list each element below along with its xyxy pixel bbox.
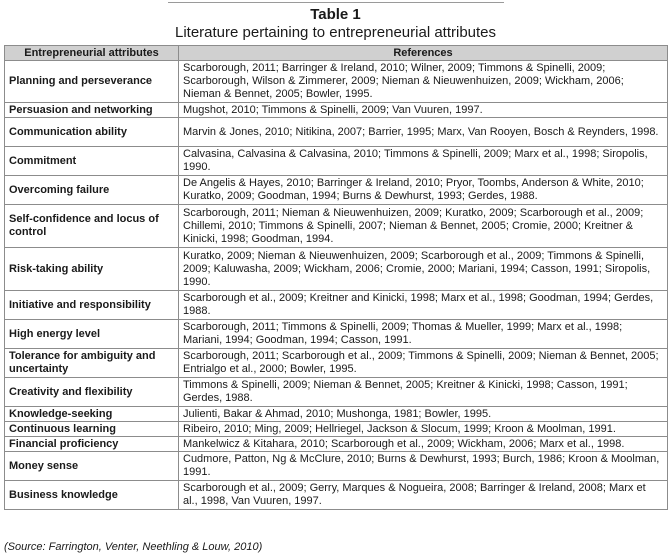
table-row (5, 205, 668, 248)
references-cell: Scarborough, 2011; Timmons & Spinelli, 2009; Thomas & Mueller, 1999; Marx et al., 1998; Mariani, 1994; Goodman, 1994; Casson, 1991. (179, 320, 668, 349)
attribute-cell: Self-confidence and locus of control (5, 205, 179, 248)
references-cell: Scarborough et al., 2009; Gerry, Marques & Nogueira, 2008; Barringer & Ireland, 2008; Marx et al., 1998, Van Vuuren, 1997. (179, 481, 668, 510)
table-row (5, 291, 668, 320)
attribute-cell: Knowledge-seeking (5, 407, 179, 422)
references-cell: Kuratko, 2009; Nieman & Nieuwenhuizen, 2009; Scarborough et al., 2009; Timmons & Spinelli, 2009; Kaluwasha, 2009; Wickham, 2006; Cromie, 2000; Mariani, 1994; Casson, 1991; Siropolis, 1990. (179, 248, 668, 291)
references-cell: Ribeiro, 2010; Ming, 2009; Hellriegel, Jackson & Slocum, 1999; Kroon & Moolman, 1991. (179, 422, 668, 437)
table-row (5, 176, 668, 205)
references-cell: Mugshot, 2010; Timmons & Spinelli, 2009; Van Vuuren, 1997. (179, 103, 668, 118)
header-row (5, 46, 668, 61)
table-row (5, 378, 668, 407)
table-row (5, 437, 668, 452)
table-title: Table 1 (310, 6, 361, 23)
attribute-cell: Planning and perseverance (5, 61, 179, 103)
attribute-cell: Tolerance for ambiguity and uncertainty (5, 349, 179, 378)
table-row (5, 481, 668, 510)
table-row (5, 422, 668, 437)
attribute-cell: Overcoming failure (5, 176, 179, 205)
references-cell: Cudmore, Patton, Ng & McClure, 2010; Burns & Dewhurst, 1993; Burch, 1986; Kroon & Moolman, 1991. (179, 452, 668, 481)
table-row (5, 452, 668, 481)
attribute-cell: High energy level (5, 320, 179, 349)
references-cell: Scarborough, 2011; Nieman & Nieuwenhuizen, 2009; Kuratko, 2009; Scarborough et al., 2009; Chillemi, 2010; Timmons & Spinelli, 2007; Nieman & Bennet, 2005; Cromie, 2000; Kreitner & Kinicki, 1998; Goodman, 1994. (179, 205, 668, 248)
table-row (5, 103, 668, 118)
attribute-cell: Persuasion and networking (5, 103, 179, 118)
references-cell: Timmons & Spinelli, 2009; Nieman & Bennet, 2005; Kreitner & Kinicki, 1998; Casson, 1991; Gerdes, 1988. (179, 378, 668, 407)
top-rule (168, 2, 504, 3)
attribute-cell: Commitment (5, 147, 179, 176)
table-row (5, 118, 668, 147)
attribute-cell: Initiative and responsibility (5, 291, 179, 320)
attribute-cell: Continuous learning (5, 422, 179, 437)
header-references: References (179, 46, 668, 61)
attribute-cell: Financial proficiency (5, 437, 179, 452)
references-cell: Calvasina, Calvasina & Calvasina, 2010; Timmons & Spinelli, 2009; Marx et al., 1998; Siropolis, 1990. (179, 147, 668, 176)
references-cell: De Angelis & Hayes, 2010; Barringer & Ireland, 2010; Pryor, Toombs, Anderson & White, 2010; Kuratko, 2009; Goodman, 1994; Burns & Dewhurst, 1993; Gerdes, 1988. (179, 176, 668, 205)
table-row (5, 61, 668, 103)
attributes-table (4, 45, 668, 510)
references-cell: Julienti, Bakar & Ahmad, 2010; Mushonga, 1981; Bowler, 1995. (179, 407, 668, 422)
source-note: (Source: Farrington, Venter, Neethling & Louw, 2010) (4, 541, 263, 553)
table-subtitle: Literature pertaining to entrepreneurial attributes (174, 24, 497, 41)
references-cell: Scarborough, 2011; Scarborough et al., 2009; Timmons & Spinelli, 2009; Nieman & Bennet, 2005; Entrialgo et al., 2000; Bowler, 1995. (179, 349, 668, 378)
table-row (5, 349, 668, 378)
table-row (5, 407, 668, 422)
header-attributes: Entrepreneurial attributes (5, 46, 179, 61)
table-row (5, 147, 668, 176)
table-row (5, 248, 668, 291)
table-row (5, 320, 668, 349)
references-cell: Mankelwicz & Kitahara, 2010; Scarborough et al., 2009; Wickham, 2006; Marx et al., 1998. (179, 437, 668, 452)
attribute-cell: Money sense (5, 452, 179, 481)
references-cell: Scarborough et al., 2009; Kreitner and Kinicki, 1998; Marx et al., 1998; Goodman, 1994; Gerdes, 1988. (179, 291, 668, 320)
references-cell: Scarborough, 2011; Barringer & Ireland, 2010; Wilner, 2009; Timmons & Spinelli, 2009; Scarborough, Wilson & Zimmerer, 2009; Nieman & Nieuwenhuizen, 2009; Wickham, 2006; Nieman & Bennet, 2005; Bowler, 1995. (179, 61, 668, 103)
attribute-cell: Creativity and flexibility (5, 378, 179, 407)
attribute-cell: Business knowledge (5, 481, 179, 510)
attribute-cell: Communication ability (5, 118, 179, 147)
references-cell: Marvin & Jones, 2010; Nitikina, 2007; Barrier, 1995; Marx, Van Rooyen, Bosch & Reynders, 1998. (179, 118, 668, 147)
attribute-cell: Risk-taking ability (5, 248, 179, 291)
